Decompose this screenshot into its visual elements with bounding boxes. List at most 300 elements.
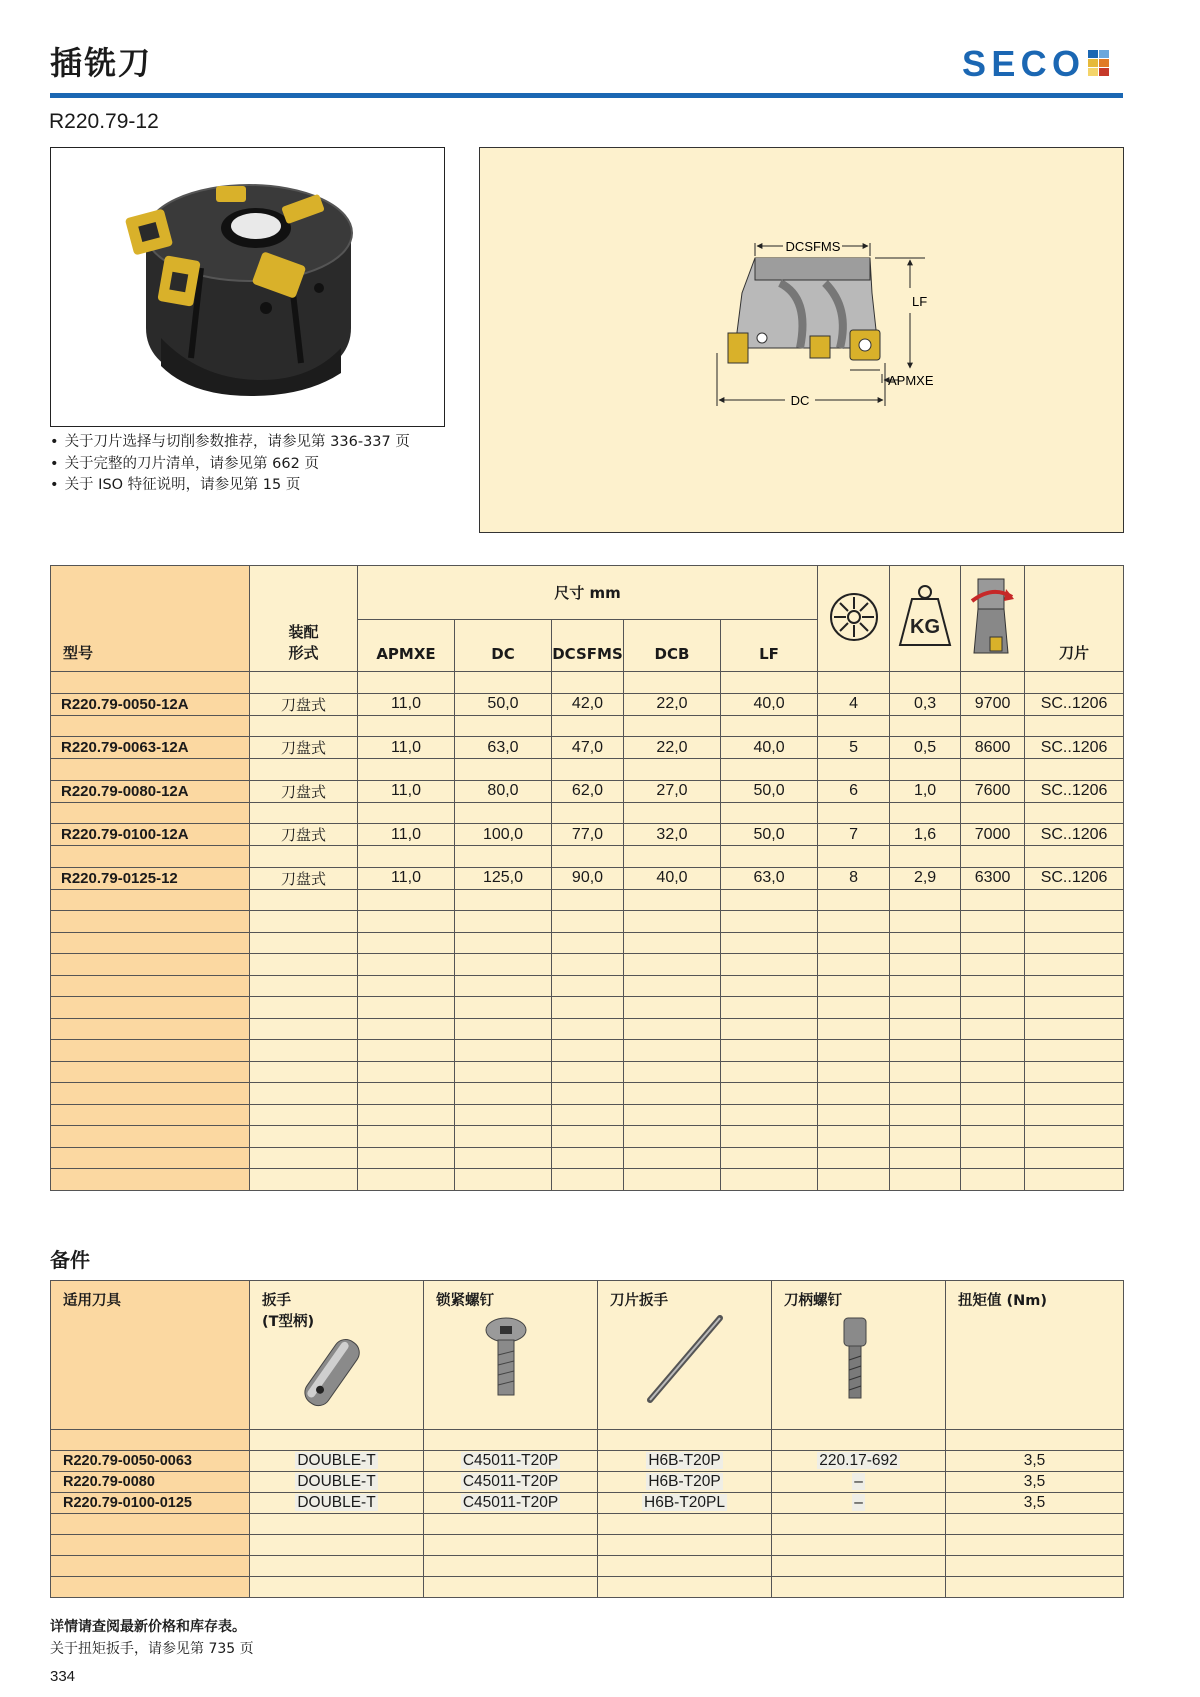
table-cell-empty xyxy=(624,846,721,868)
table-cell-empty xyxy=(961,1147,1025,1169)
parts-cell-empty xyxy=(946,1577,1124,1598)
col-header-rpm xyxy=(961,566,1025,672)
table-cell-empty xyxy=(250,846,358,868)
parts-cell-empty xyxy=(772,1535,946,1556)
cell-dcb: 27,0 xyxy=(624,780,721,802)
cell-apmxe: 11,0 xyxy=(358,693,455,715)
cell-dcb: 22,0 xyxy=(624,693,721,715)
parts-row xyxy=(51,1472,1124,1493)
parts-row-empty xyxy=(51,1514,1124,1535)
cell-kg: 2,9 xyxy=(890,867,961,889)
table-cell-empty xyxy=(455,932,552,954)
weight-icon-label: KG xyxy=(910,615,941,638)
table-cell-empty xyxy=(51,1018,250,1040)
table-cell-empty xyxy=(818,975,890,997)
table-cell-empty xyxy=(818,802,890,824)
screw-header-label: 锁紧螺钉 xyxy=(436,1293,494,1309)
col-header-dcb: DCB xyxy=(624,620,721,672)
table-cell-empty xyxy=(51,889,250,911)
table-cell-empty xyxy=(818,1104,890,1126)
table-cell-empty xyxy=(961,1018,1025,1040)
cell-rpm: 7000 xyxy=(961,824,1025,846)
table-cell-empty xyxy=(51,997,250,1019)
table-cell-empty xyxy=(250,1126,358,1148)
table-cell-empty xyxy=(455,846,552,868)
cell-dcsfms: 47,0 xyxy=(552,737,624,759)
table-cell-empty xyxy=(455,1104,552,1126)
cell-apmxe: 11,0 xyxy=(358,780,455,802)
parts-cell-key xyxy=(598,1493,772,1514)
cell-teeth: 7 xyxy=(818,824,890,846)
table-cell-empty xyxy=(1025,1040,1124,1062)
table-row-empty xyxy=(51,1040,1124,1062)
table-cell-empty xyxy=(721,1018,818,1040)
notes-list xyxy=(50,432,410,497)
cell-dcsfms: 77,0 xyxy=(552,824,624,846)
dc-label: DC xyxy=(790,393,810,408)
parts-cell-empty xyxy=(946,1535,1124,1556)
parts-row-empty xyxy=(51,1535,1124,1556)
parts-cell-empty xyxy=(424,1535,598,1556)
table-row-empty xyxy=(51,759,1124,781)
cell-mount: 刀盘式 xyxy=(250,824,358,846)
cell-apmxe: 11,0 xyxy=(358,737,455,759)
table-cell-empty xyxy=(721,1126,818,1148)
parts-table-body xyxy=(51,1430,1124,1598)
table-cell-empty xyxy=(455,975,552,997)
page-number: 334 xyxy=(50,1668,76,1685)
cell-insert: SC..1206 xyxy=(1025,693,1124,715)
cell-insert: SC..1206 xyxy=(1025,867,1124,889)
table-cell-empty xyxy=(552,1018,624,1040)
table-cell-empty xyxy=(1025,975,1124,997)
table-cell-empty xyxy=(624,1061,721,1083)
table-cell-empty xyxy=(250,1104,358,1126)
table-cell-empty xyxy=(250,889,358,911)
table-row-empty xyxy=(51,911,1124,933)
table-cell-empty xyxy=(51,1169,250,1191)
table-cell-empty xyxy=(890,1083,961,1105)
table-cell-empty xyxy=(358,1104,455,1126)
parts-cell-shank_screw xyxy=(772,1472,946,1493)
table-cell-empty xyxy=(721,715,818,737)
table-cell-empty xyxy=(890,1126,961,1148)
parts-header-torque: 扭矩值 (Nm) xyxy=(946,1281,1124,1430)
table-cell-empty xyxy=(961,672,1025,694)
table-cell-empty xyxy=(890,1104,961,1126)
note-item: • 关于完整的刀片清单，请参见第 662 页 xyxy=(50,454,410,476)
table-cell-empty xyxy=(552,802,624,824)
table-cell-empty xyxy=(721,802,818,824)
cell-teeth: 5 xyxy=(818,737,890,759)
part-code-screw: C45011-T20P xyxy=(462,1494,559,1511)
table-cell-empty xyxy=(552,715,624,737)
table-cell-empty xyxy=(455,997,552,1019)
cell-mount: 刀盘式 xyxy=(250,693,358,715)
lf-label: LF xyxy=(912,294,928,309)
table-cell-empty xyxy=(250,997,358,1019)
table-cell-empty xyxy=(1025,672,1124,694)
table-cell-empty xyxy=(1025,1147,1124,1169)
parts-cell-empty xyxy=(424,1577,598,1598)
table-cell-empty xyxy=(961,954,1025,976)
table-cell-empty xyxy=(624,1169,721,1191)
part-code-key: H6B-T20P xyxy=(648,1452,721,1469)
table-cell-empty xyxy=(890,932,961,954)
table-cell-empty xyxy=(961,759,1025,781)
table-cell-empty xyxy=(455,802,552,824)
table-cell-empty xyxy=(818,954,890,976)
table-cell-empty xyxy=(961,997,1025,1019)
table-cell-empty xyxy=(1025,911,1124,933)
parts-cell-wrench xyxy=(250,1472,424,1493)
parts-row-empty xyxy=(51,1430,1124,1451)
apmxe-label: APMXE xyxy=(888,373,934,388)
parts-cell-wrench xyxy=(250,1493,424,1514)
note-item: • 关于 ISO 特征说明，请参见第 15 页 xyxy=(50,475,410,497)
table-cell-empty xyxy=(552,1104,624,1126)
parts-row-empty xyxy=(51,1556,1124,1577)
table-cell-empty xyxy=(250,1040,358,1062)
footer-note: 关于扭矩扳手，请参见第 735 页 xyxy=(50,1641,254,1657)
table-cell-empty xyxy=(51,1061,250,1083)
parts-cell-empty xyxy=(51,1556,250,1577)
table-row-empty xyxy=(51,1083,1124,1105)
table-cell-empty xyxy=(624,1126,721,1148)
weight-icon xyxy=(896,583,954,651)
table-cell-empty xyxy=(1025,759,1124,781)
table-cell-empty xyxy=(455,759,552,781)
table-row-empty xyxy=(51,1061,1124,1083)
table-row-empty xyxy=(51,1018,1124,1040)
cell-model: R220.79-0080-12A xyxy=(51,780,250,802)
table-cell-empty xyxy=(250,802,358,824)
table-cell-empty xyxy=(455,1169,552,1191)
parts-cell-empty xyxy=(51,1577,250,1598)
parts-cell-empty xyxy=(51,1535,250,1556)
table-cell-empty xyxy=(250,1147,358,1169)
parts-cell-empty xyxy=(598,1577,772,1598)
table-cell-empty xyxy=(552,911,624,933)
table-cell-empty xyxy=(552,1061,624,1083)
cell-kg: 0,5 xyxy=(890,737,961,759)
table-cell-empty xyxy=(552,1040,624,1062)
cell-mount: 刀盘式 xyxy=(250,737,358,759)
table-cell-empty xyxy=(250,932,358,954)
table-cell-empty xyxy=(1025,889,1124,911)
part-code-key: H6B-T20PL xyxy=(644,1494,725,1511)
table-cell-empty xyxy=(51,715,250,737)
table-cell-empty xyxy=(455,954,552,976)
table-cell-empty xyxy=(250,672,358,694)
table-cell-empty xyxy=(51,1040,250,1062)
table-cell-empty xyxy=(818,1018,890,1040)
col-header-weight xyxy=(890,566,961,672)
table-row-empty xyxy=(51,846,1124,868)
parts-cell-empty xyxy=(424,1514,598,1535)
spec-table-body xyxy=(51,672,1124,1191)
parts-cell-empty xyxy=(250,1430,424,1451)
table-cell-empty xyxy=(721,1104,818,1126)
table-cell-empty xyxy=(250,911,358,933)
table-cell-empty xyxy=(358,911,455,933)
part-code-shank_screw: – xyxy=(854,1494,863,1511)
table-cell-empty xyxy=(455,1061,552,1083)
table-cell-empty xyxy=(51,846,250,868)
table-cell-empty xyxy=(721,1147,818,1169)
parts-cell-empty xyxy=(250,1514,424,1535)
table-cell-empty xyxy=(961,889,1025,911)
table-cell-empty xyxy=(624,1147,721,1169)
parts-cell-empty xyxy=(772,1430,946,1451)
cell-dc: 50,0 xyxy=(455,693,552,715)
col-header-teeth xyxy=(818,566,890,672)
table-cell-empty xyxy=(890,672,961,694)
parts-cell-key xyxy=(598,1451,772,1472)
table-row-empty xyxy=(51,802,1124,824)
table-cell-empty xyxy=(1025,715,1124,737)
table-cell-empty xyxy=(358,672,455,694)
table-row-empty xyxy=(51,975,1124,997)
table-cell-empty xyxy=(455,889,552,911)
table-cell-empty xyxy=(51,975,250,997)
table-cell-empty xyxy=(624,715,721,737)
parts-cell-torque: 3,5 xyxy=(946,1472,1124,1493)
table-cell-empty xyxy=(552,759,624,781)
parts-cell-torque: 3,5 xyxy=(946,1451,1124,1472)
part-code-wrench: DOUBLE-T xyxy=(297,1494,376,1511)
parts-header-screw xyxy=(424,1281,598,1430)
table-cell-empty xyxy=(358,759,455,781)
table-cell-empty xyxy=(961,715,1025,737)
table-row-empty xyxy=(51,1147,1124,1169)
table-cell-empty xyxy=(961,932,1025,954)
cell-dcsfms: 42,0 xyxy=(552,693,624,715)
table-cell-empty xyxy=(1025,1083,1124,1105)
parts-cell-screw xyxy=(424,1493,598,1514)
table-cell-empty xyxy=(358,954,455,976)
table-cell-empty xyxy=(890,954,961,976)
table-cell-empty xyxy=(818,1126,890,1148)
part-code-wrench: DOUBLE-T xyxy=(297,1452,376,1469)
table-cell-empty xyxy=(818,1147,890,1169)
parts-cell-empty xyxy=(772,1514,946,1535)
table-cell-empty xyxy=(818,932,890,954)
table-cell-empty xyxy=(51,759,250,781)
parts-cell-empty xyxy=(51,1514,250,1535)
table-cell-empty xyxy=(721,975,818,997)
table-cell-empty xyxy=(1025,1018,1124,1040)
table-cell-empty xyxy=(1025,997,1124,1019)
parts-row-empty xyxy=(51,1577,1124,1598)
mount-header-line-2: 形式 xyxy=(288,644,319,662)
cell-lf: 50,0 xyxy=(721,824,818,846)
parts-cell-key xyxy=(598,1472,772,1493)
col-header-model: 型号 xyxy=(51,566,250,672)
table-cell-empty xyxy=(51,1083,250,1105)
locking-screw-icon xyxy=(436,1310,586,1410)
col-header-dc: DC xyxy=(455,620,552,672)
parts-cell-wrench xyxy=(250,1451,424,1472)
table-cell-empty xyxy=(455,1040,552,1062)
table-cell-empty xyxy=(890,1061,961,1083)
table-cell-empty xyxy=(358,846,455,868)
part-code-key: H6B-T20P xyxy=(648,1473,721,1490)
page-title: 插铣刀 xyxy=(50,44,153,82)
cell-apmxe: 11,0 xyxy=(358,867,455,889)
table-cell-empty xyxy=(624,672,721,694)
table-cell-empty xyxy=(890,975,961,997)
dcsfms-label: DCSFMS xyxy=(785,239,841,254)
table-cell-empty xyxy=(358,1169,455,1191)
table-cell-empty xyxy=(358,1061,455,1083)
table-cell-empty xyxy=(961,846,1025,868)
table-cell-empty xyxy=(250,1083,358,1105)
logo-text: SECO xyxy=(962,46,1080,80)
table-row-empty xyxy=(51,889,1124,911)
parts-cell-torque: 3,5 xyxy=(946,1493,1124,1514)
table-cell-empty xyxy=(961,1104,1025,1126)
parts-row xyxy=(51,1493,1124,1514)
table-cell-empty xyxy=(961,1083,1025,1105)
table-cell-empty xyxy=(818,1169,890,1191)
table-cell-empty xyxy=(250,759,358,781)
table-cell-empty xyxy=(961,1126,1025,1148)
table-cell-empty xyxy=(358,802,455,824)
table-cell-empty xyxy=(721,997,818,1019)
parts-row xyxy=(51,1451,1124,1472)
table-cell-empty xyxy=(358,715,455,737)
table-cell-empty xyxy=(1025,932,1124,954)
table-cell-empty xyxy=(51,802,250,824)
cell-model: R220.79-0100-12A xyxy=(51,824,250,846)
col-header-dcsfms: DCSFMS xyxy=(552,620,624,672)
table-cell-empty xyxy=(455,1018,552,1040)
table-cell-empty xyxy=(961,1061,1025,1083)
cell-model: R220.79-0050-12A xyxy=(51,693,250,715)
table-cell-empty xyxy=(890,997,961,1019)
parts-cell-shank_screw xyxy=(772,1451,946,1472)
insert-key-header-label: 刀片扳手 xyxy=(610,1293,668,1309)
product-photo xyxy=(50,147,445,427)
cell-model: R220.79-0125-12 xyxy=(51,867,250,889)
table-cell-empty xyxy=(552,975,624,997)
table-cell-empty xyxy=(721,954,818,976)
max-rpm-icon xyxy=(968,575,1018,659)
table-cell-empty xyxy=(890,846,961,868)
table-cell-empty xyxy=(721,759,818,781)
table-cell-empty xyxy=(890,759,961,781)
cell-dc: 100,0 xyxy=(455,824,552,846)
cell-dcb: 40,0 xyxy=(624,867,721,889)
part-code-wrench: DOUBLE-T xyxy=(297,1473,376,1490)
table-cell-empty xyxy=(51,1147,250,1169)
table-cell-empty xyxy=(1025,1061,1124,1083)
table-cell-empty xyxy=(961,975,1025,997)
cell-dcb: 22,0 xyxy=(624,737,721,759)
shank-screw-icon xyxy=(784,1310,934,1410)
table-cell-empty xyxy=(721,1061,818,1083)
table-row xyxy=(51,737,1124,759)
table-cell-empty xyxy=(51,1126,250,1148)
table-cell-empty xyxy=(890,1169,961,1191)
table-cell-empty xyxy=(250,1169,358,1191)
shank-screw-header-label: 刀柄螺钉 xyxy=(784,1293,842,1309)
cutter-teeth-icon xyxy=(828,591,880,643)
table-cell-empty xyxy=(721,1040,818,1062)
parts-cell-empty xyxy=(772,1577,946,1598)
table-cell-empty xyxy=(1025,1126,1124,1148)
table-cell-empty xyxy=(552,889,624,911)
table-row-empty xyxy=(51,932,1124,954)
table-cell-empty xyxy=(818,1083,890,1105)
cell-insert: SC..1206 xyxy=(1025,824,1124,846)
cell-dc: 125,0 xyxy=(455,867,552,889)
cell-teeth: 4 xyxy=(818,693,890,715)
table-cell-empty xyxy=(358,1018,455,1040)
table-cell-empty xyxy=(721,1083,818,1105)
cell-dc: 80,0 xyxy=(455,780,552,802)
table-cell-empty xyxy=(455,1083,552,1105)
parts-cell-tool: R220.79-0100-0125 xyxy=(51,1493,250,1514)
cell-rpm: 8600 xyxy=(961,737,1025,759)
table-row-empty xyxy=(51,954,1124,976)
table-row xyxy=(51,693,1124,715)
table-cell-empty xyxy=(455,1126,552,1148)
table-cell-empty xyxy=(552,997,624,1019)
parts-cell-tool: R220.79-0080 xyxy=(51,1472,250,1493)
cell-insert: SC..1206 xyxy=(1025,737,1124,759)
cell-lf: 50,0 xyxy=(721,780,818,802)
part-code-shank_screw: – xyxy=(854,1473,863,1490)
table-cell-empty xyxy=(818,846,890,868)
parts-cell-empty xyxy=(424,1556,598,1577)
parts-cell-empty xyxy=(946,1430,1124,1451)
cell-lf: 40,0 xyxy=(721,693,818,715)
table-cell-empty xyxy=(1025,954,1124,976)
parts-title: 备件 xyxy=(50,1248,90,1272)
technical-drawing xyxy=(479,147,1124,533)
table-cell-empty xyxy=(624,954,721,976)
table-cell-empty xyxy=(890,889,961,911)
table-cell-empty xyxy=(961,911,1025,933)
cell-model: R220.79-0063-12A xyxy=(51,737,250,759)
parts-cell-empty xyxy=(946,1514,1124,1535)
table-cell-empty xyxy=(358,1126,455,1148)
parts-cell-screw xyxy=(424,1451,598,1472)
header-rule xyxy=(50,93,1123,98)
table-cell-empty xyxy=(890,1018,961,1040)
note-item: • 关于刀片选择与切削参数推荐，请参见第 336-337 页 xyxy=(50,432,410,454)
table-cell-empty xyxy=(1025,846,1124,868)
wrench-header-line-2: (T型柄) xyxy=(262,1314,315,1330)
table-cell-empty xyxy=(818,889,890,911)
table-cell-empty xyxy=(358,1083,455,1105)
table-row xyxy=(51,867,1124,889)
parts-header-wrench xyxy=(250,1281,424,1430)
table-cell-empty xyxy=(818,997,890,1019)
table-cell-empty xyxy=(51,672,250,694)
cell-teeth: 8 xyxy=(818,867,890,889)
parts-cell-empty xyxy=(250,1535,424,1556)
table-cell-empty xyxy=(455,1147,552,1169)
table-cell-empty xyxy=(358,975,455,997)
cell-kg: 1,0 xyxy=(890,780,961,802)
cell-dcb: 32,0 xyxy=(624,824,721,846)
table-cell-empty xyxy=(624,1040,721,1062)
insert-key-icon xyxy=(610,1310,760,1410)
parts-cell-shank_screw xyxy=(772,1493,946,1514)
